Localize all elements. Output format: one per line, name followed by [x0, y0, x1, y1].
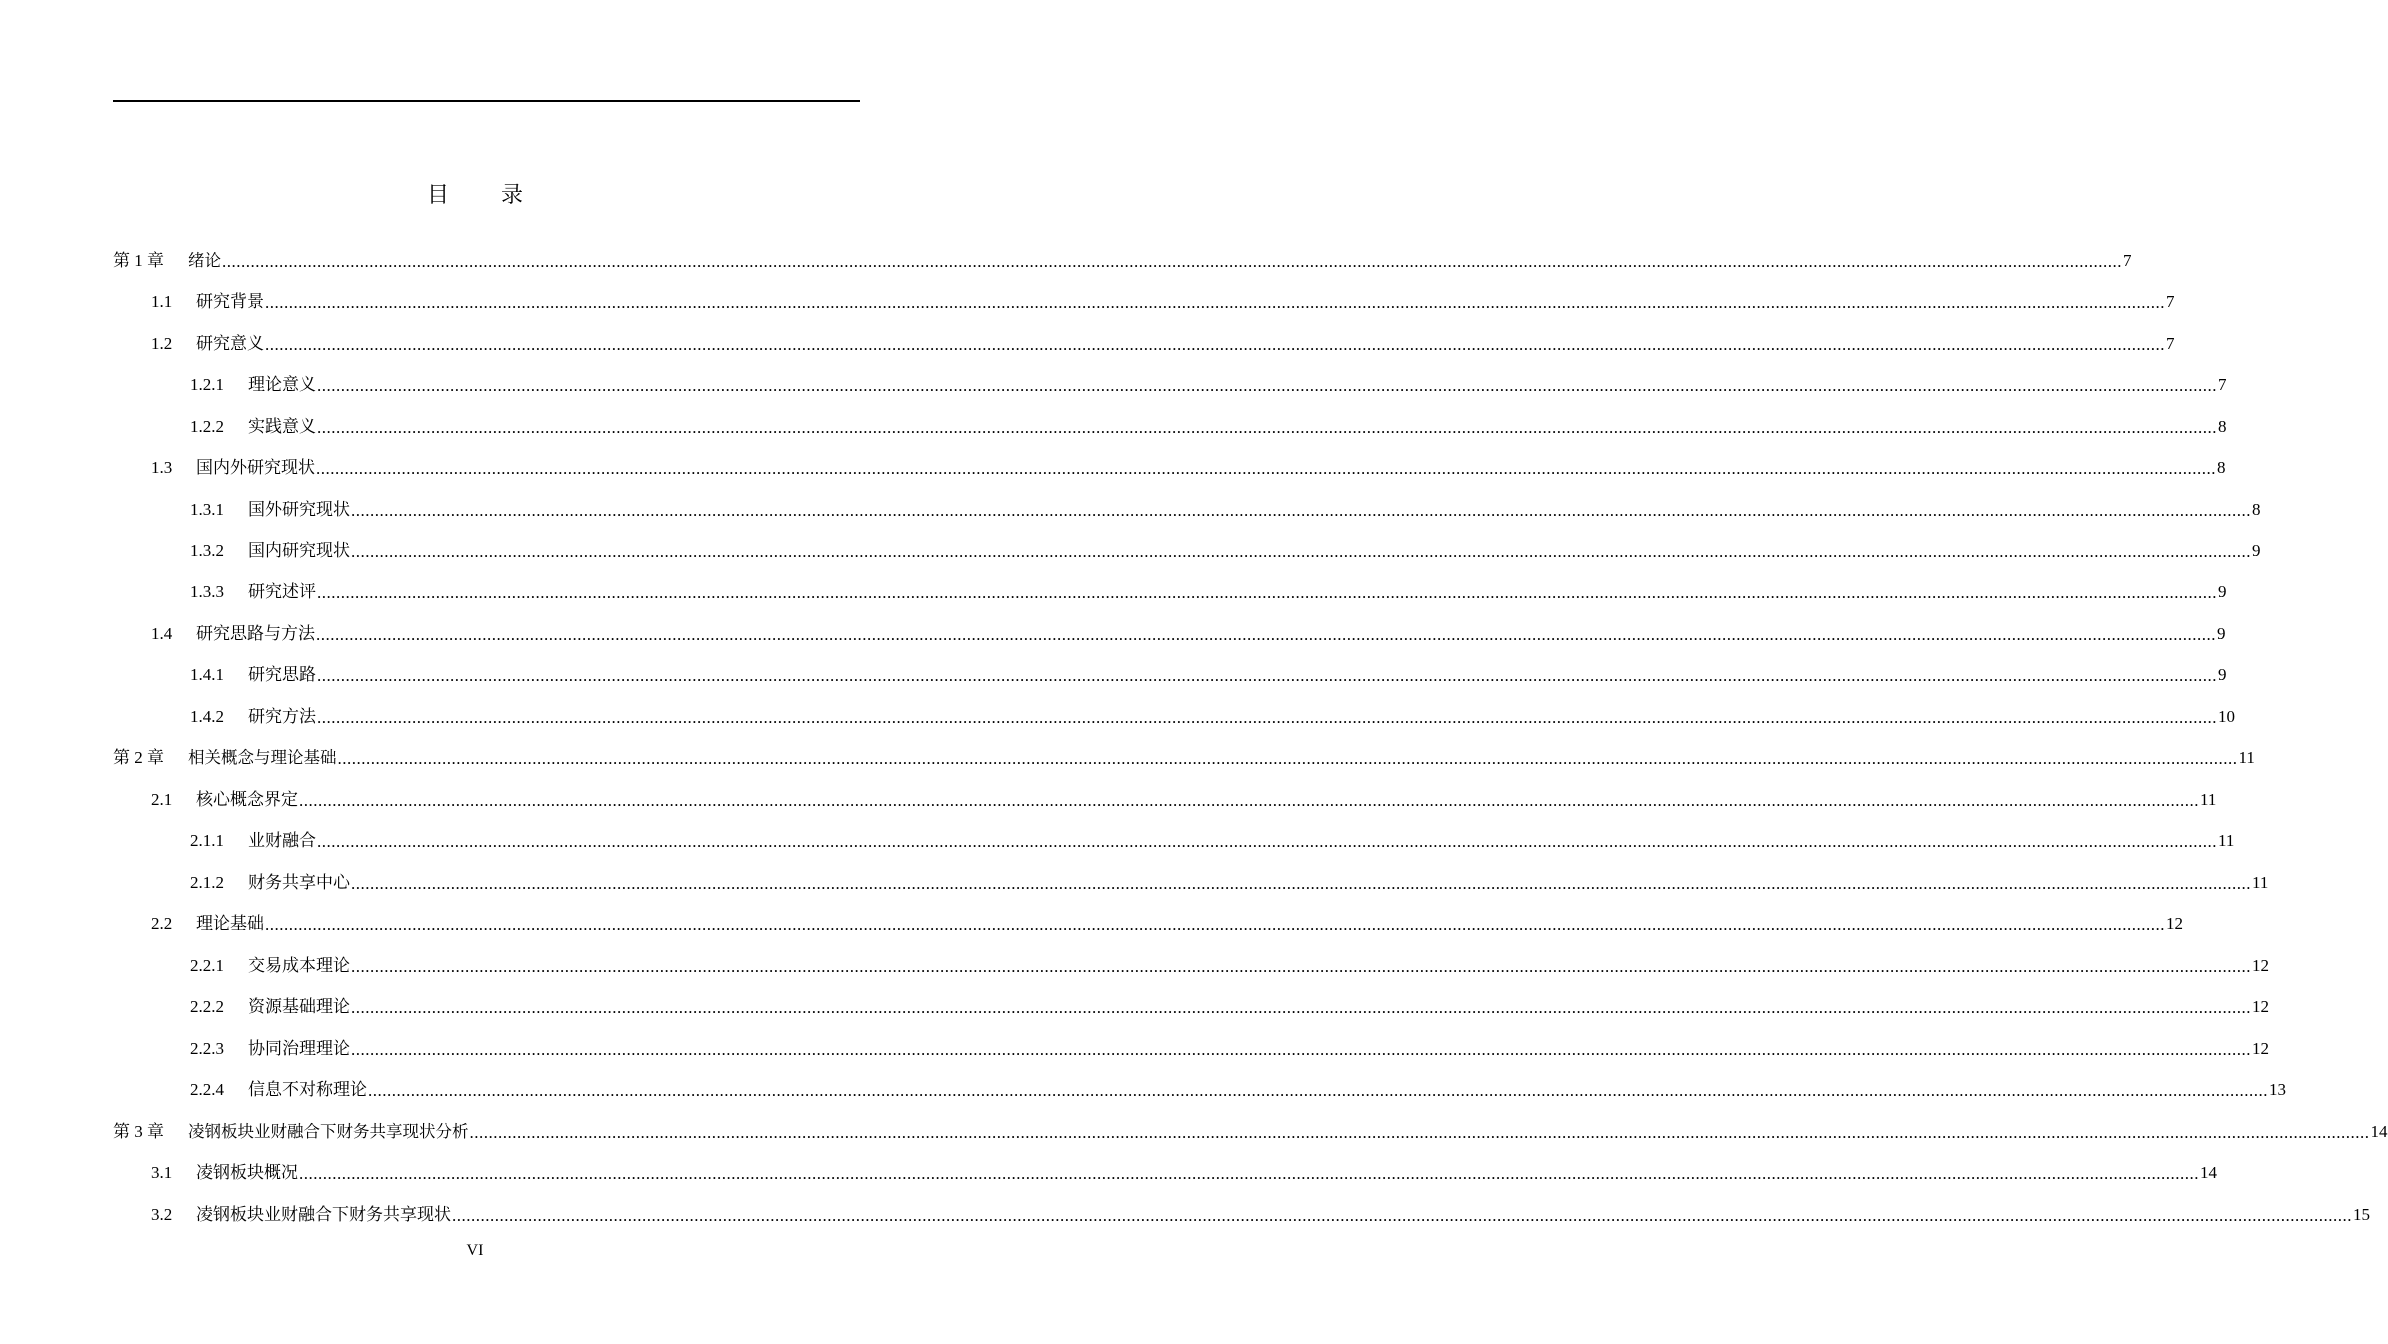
toc-entry-label: [113, 914, 264, 934]
toc-entry-page: 9: [2218, 582, 2227, 602]
toc-entry-number: 1.3.1: [190, 499, 224, 519]
toc-entry[interactable]: [113, 862, 2269, 903]
toc-title-char-1: 目: [426, 183, 449, 208]
toc-entry-title: 绪论: [188, 250, 221, 270]
toc-dot-leader: ................................................................................................................................................................................................................................................................................................................................................................................................................: [317, 417, 2217, 437]
toc-entry-label: [113, 873, 350, 893]
toc-entry-page: 11: [2200, 789, 2217, 809]
toc-entry[interactable]: [113, 821, 2235, 862]
toc-entry-number: 1.3: [151, 458, 173, 478]
toc-entry[interactable]: [113, 613, 2226, 654]
toc-entry-page: 12: [2166, 914, 2183, 934]
toc-entry-page: 8: [2252, 499, 2261, 519]
toc-entry-label: [113, 707, 316, 727]
toc-entry-page: 7: [2166, 333, 2175, 353]
toc-entry-title: 凌钢板块概况: [196, 1163, 298, 1183]
toc-entry-title: 研究意义: [196, 333, 264, 353]
toc-dot-leader: ................................................................................................................................................................................................................................................................................................................................................................................................................: [351, 873, 2251, 893]
toc-entry-page: 11: [2252, 872, 2269, 892]
toc-entry-page: 9: [2217, 623, 2226, 643]
toc-entry-page: 14: [2200, 1163, 2217, 1183]
toc-dot-leader: ................................................................................................................................................................................................................................................................................................................................................................................................................: [299, 1164, 2199, 1184]
toc-entry-number: 2.2: [151, 914, 173, 934]
toc-entry-label: [113, 1080, 367, 1100]
toc-entry-title: 研究思路: [248, 665, 316, 685]
toc-entry[interactable]: [113, 323, 2175, 364]
toc-entry-label: [113, 1205, 451, 1225]
toc-entry-label: [113, 997, 350, 1017]
toc-entry[interactable]: [113, 572, 2227, 613]
toc-dot-leader: ................................................................................................................................................................................................................................................................................................................................................................................................................: [222, 251, 2122, 271]
toc-entry[interactable]: [113, 1194, 2370, 1235]
toc-entry-title: 理论意义: [248, 375, 316, 395]
toc-list: [113, 240, 2388, 1235]
toc-entry-page: 9: [2218, 665, 2227, 685]
toc-entry-label: [113, 582, 316, 602]
toc-dot-leader: ................................................................................................................................................................................................................................................................................................................................................................................................................: [316, 624, 2216, 644]
toc-dot-leader: ................................................................................................................................................................................................................................................................................................................................................................................................................: [317, 376, 2217, 396]
toc-entry-number: 第 3 章: [113, 1121, 164, 1141]
toc-dot-leader: ................................................................................................................................................................................................................................................................................................................................................................................................................: [469, 1122, 2370, 1142]
toc-entry-label: [113, 458, 315, 478]
toc-dot-leader: ................................................................................................................................................................................................................................................................................................................................................................................................................: [337, 749, 2238, 769]
toc-dot-leader: ................................................................................................................................................................................................................................................................................................................................................................................................................: [317, 666, 2217, 686]
toc-entry-title: 研究方法: [248, 706, 316, 726]
toc-dot-leader: ................................................................................................................................................................................................................................................................................................................................................................................................................: [452, 1205, 2352, 1225]
toc-entry-page: 7: [2166, 292, 2175, 312]
toc-title-char-2: 录: [501, 183, 524, 208]
toc-entry-number: 2.1.2: [190, 872, 224, 892]
toc-entry-title: 业财融合: [248, 831, 316, 851]
toc-entry-number: 1.2.2: [190, 416, 224, 436]
toc-entry-page: 9: [2252, 541, 2261, 561]
toc-entry-page: 12: [2252, 955, 2269, 975]
toc-entry-page: 7: [2218, 375, 2227, 395]
toc-entry-number: 1.3.2: [190, 541, 224, 561]
toc-entry-title: 协同治理理论: [248, 1038, 350, 1058]
toc-entry-title: 实践意义: [248, 416, 316, 436]
toc-entry-number: 1.4.2: [190, 706, 224, 726]
toc-entry-title: 核心概念界定: [196, 789, 298, 809]
toc-entry-label: [113, 624, 315, 644]
toc-dot-leader: ................................................................................................................................................................................................................................................................................................................................................................................................................: [317, 707, 2217, 727]
toc-entry-title: 凌钢板块业财融合下财务共享现状分析: [188, 1121, 469, 1141]
toc-dot-leader: ................................................................................................................................................................................................................................................................................................................................................................................................................: [265, 293, 2165, 313]
toc-entry[interactable]: [113, 489, 2261, 530]
toc-entry[interactable]: [113, 530, 2261, 571]
toc-entry[interactable]: [113, 447, 2226, 488]
toc-entry-number: 2.2.1: [190, 955, 224, 975]
toc-dot-leader: ................................................................................................................................................................................................................................................................................................................................................................................................................: [317, 832, 2217, 852]
toc-entry-number: 第 2 章: [113, 748, 164, 768]
toc-dot-leader: ................................................................................................................................................................................................................................................................................................................................................................................................................: [317, 583, 2217, 603]
toc-entry-number: 3.2: [151, 1204, 173, 1224]
toc-entry-title: 研究述评: [248, 582, 316, 602]
toc-entry-number: 1.4.1: [190, 665, 224, 685]
toc-entry-number: 2.2.3: [190, 1038, 224, 1058]
toc-entry[interactable]: [113, 1152, 2217, 1193]
toc-entry-label: [113, 251, 221, 271]
toc-dot-leader: ................................................................................................................................................................................................................................................................................................................................................................................................................: [351, 956, 2251, 976]
toc-entry-number: 3.1: [151, 1163, 173, 1183]
toc-dot-leader: ................................................................................................................................................................................................................................................................................................................................................................................................................: [351, 500, 2251, 520]
toc-dot-leader: ................................................................................................................................................................................................................................................................................................................................................................................................................: [351, 542, 2251, 562]
toc-entry[interactable]: [113, 364, 2227, 405]
toc-entry-label: [113, 1163, 298, 1183]
toc-entry-label: [113, 1122, 469, 1142]
toc-entry-title: 国内外研究现状: [196, 458, 315, 478]
toc-entry-label: [113, 417, 316, 437]
toc-entry[interactable]: [113, 986, 2269, 1027]
toc-entry-number: 第 1 章: [113, 250, 164, 270]
toc-entry-label: [113, 956, 350, 976]
toc-entry-page: 10: [2218, 706, 2235, 726]
toc-entry-number: 1.1: [151, 292, 173, 312]
toc-entry-label: [113, 292, 264, 312]
toc-entry-number: 1.2: [151, 333, 173, 353]
toc-entry-title: 交易成本理论: [248, 955, 350, 975]
toc-dot-leader: ................................................................................................................................................................................................................................................................................................................................................................................................................: [265, 915, 2165, 935]
toc-dot-leader: ................................................................................................................................................................................................................................................................................................................................................................................................................: [316, 459, 2216, 479]
toc-entry-number: 1.3.3: [190, 582, 224, 602]
toc-entry-label: [113, 500, 350, 520]
toc-entry[interactable]: [113, 904, 2183, 945]
toc-entry-label: [113, 665, 316, 685]
toc-entry-number: 2.1.1: [190, 831, 224, 851]
toc-entry-number: 1.4: [151, 623, 173, 643]
toc-entry-page: 15: [2353, 1204, 2370, 1224]
toc-entry-page: 14: [2370, 1121, 2388, 1141]
toc-entry[interactable]: [113, 406, 2227, 447]
toc-entry[interactable]: [113, 738, 2255, 779]
toc-dot-leader: ................................................................................................................................................................................................................................................................................................................................................................................................................: [368, 1081, 2268, 1101]
toc-dot-leader: ................................................................................................................................................................................................................................................................................................................................................................................................................: [265, 334, 2165, 354]
toc-entry-title: 财务共享中心: [248, 872, 350, 892]
toc-entry-number: 2.2.4: [190, 1080, 224, 1100]
toc-entry-title: 研究思路与方法: [196, 623, 315, 643]
toc-dot-leader: ................................................................................................................................................................................................................................................................................................................................................................................................................: [299, 790, 2199, 810]
toc-entry-label: [113, 790, 298, 810]
page-number: VI: [466, 1242, 484, 1259]
toc-entry-title: 信息不对称理论: [248, 1080, 367, 1100]
toc-entry-label: [113, 334, 264, 354]
toc-entry-title: 国内研究现状: [248, 541, 350, 561]
toc-entry-number: 2.1: [151, 789, 173, 809]
toc-entry-title: 研究背景: [196, 292, 264, 312]
toc-entry-label: [113, 541, 350, 561]
toc-entry-page: 12: [2252, 997, 2269, 1017]
toc-entry-title: 国外研究现状: [248, 499, 350, 519]
toc-entry-page: 7: [2123, 250, 2132, 270]
toc-entry[interactable]: [113, 696, 2235, 737]
toc-entry[interactable]: [113, 240, 2132, 281]
toc-entry-number: 1.2.1: [190, 375, 224, 395]
toc-entry-label: [113, 1039, 350, 1059]
toc-entry[interactable]: [113, 281, 2175, 322]
toc-entry-title: 凌钢板块业财融合下财务共享现状: [196, 1204, 451, 1224]
toc-title: [0, 178, 950, 209]
toc-entry[interactable]: [113, 1111, 2388, 1152]
toc-entry-label: [113, 748, 337, 768]
toc-entry-label: [113, 375, 316, 395]
header-rule: [113, 100, 860, 102]
toc-dot-leader: ................................................................................................................................................................................................................................................................................................................................................................................................................: [351, 1039, 2251, 1059]
toc-entry-number: 2.2.2: [190, 997, 224, 1017]
toc-entry-page: 11: [2238, 748, 2255, 768]
toc-entry-title: 资源基础理论: [248, 997, 350, 1017]
toc-dot-leader: ................................................................................................................................................................................................................................................................................................................................................................................................................: [351, 998, 2251, 1018]
toc-entry-label: [113, 831, 316, 851]
toc-entry-page: 8: [2217, 458, 2226, 478]
toc-entry[interactable]: [113, 1028, 2269, 1069]
toc-entry-title: 理论基础: [196, 914, 264, 934]
toc-entry-page: 8: [2218, 416, 2227, 436]
toc-entry[interactable]: [113, 655, 2227, 696]
toc-entry[interactable]: [113, 1069, 2286, 1110]
toc-entry-page: 12: [2252, 1038, 2269, 1058]
toc-entry-page: 11: [2218, 831, 2235, 851]
toc-entry-title: 相关概念与理论基础: [188, 748, 337, 768]
toc-entry[interactable]: [113, 779, 2217, 820]
toc-entry-page: 13: [2269, 1080, 2286, 1100]
toc-entry[interactable]: [113, 945, 2269, 986]
